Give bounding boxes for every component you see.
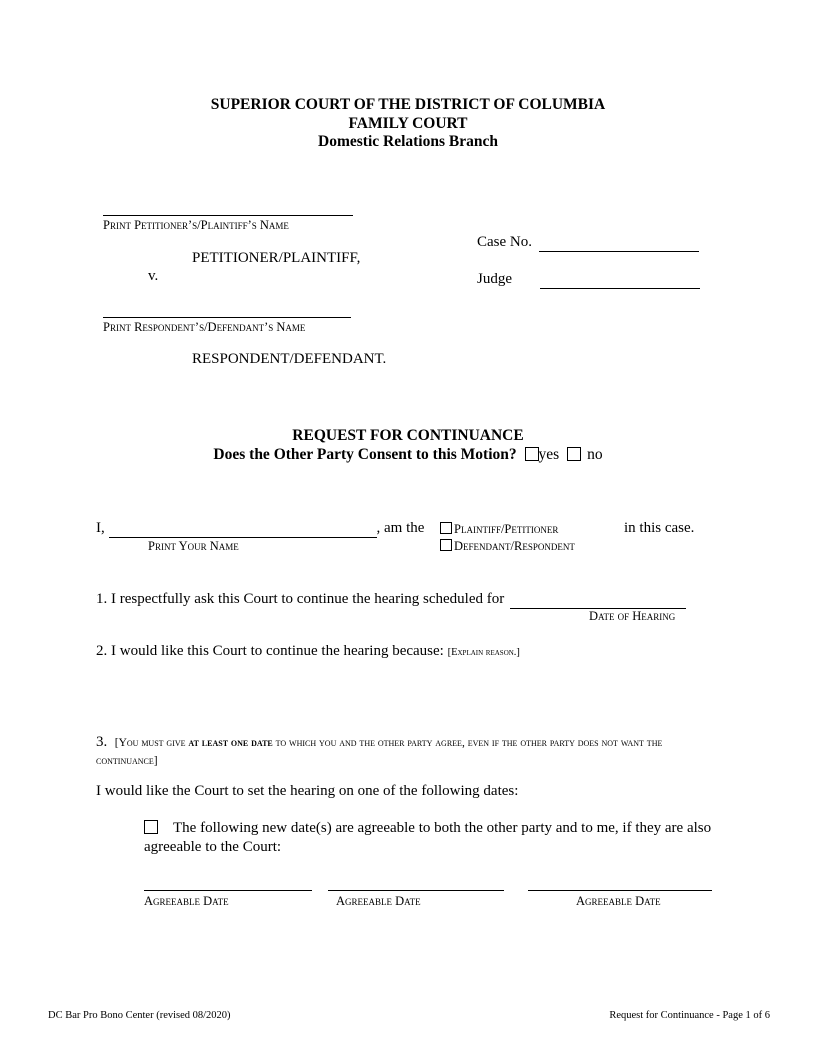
versus-label: v. — [148, 268, 159, 284]
item-2-note: [Explain reason.] — [447, 647, 520, 658]
respondent-name-label: Print Respondent’s/Defendant’s Name — [103, 320, 306, 334]
petitioner-role: PETITIONER/PLAINTIFF, — [192, 250, 361, 266]
item-3-number: 3. — [96, 734, 108, 750]
intro-am-the: , am the — [376, 520, 425, 536]
plaintiff-checkbox[interactable] — [440, 522, 452, 534]
consent-question-row — [0, 446, 816, 464]
hearing-date-field[interactable] — [510, 591, 686, 609]
defendant-checkbox[interactable] — [440, 539, 452, 551]
consent-yes-checkbox[interactable] — [525, 447, 539, 461]
your-name-label: Print Your Name — [148, 539, 239, 553]
judge-field[interactable] — [540, 271, 700, 289]
agreeable-date-label-1: Agreeable Date — [144, 894, 229, 908]
item-1-text: 1. I respectfully ask this Court to continue the hearing scheduled for — [96, 591, 505, 607]
item-3-statement: I would like the Court to set the hearing on one of the following dates: — [96, 783, 519, 799]
item-3-instruction-1: [You must give — [114, 737, 189, 749]
plaintiff-label: Plaintiff/Petitioner — [454, 522, 559, 536]
item-2-text: 2. I would like this Court to continue the hearing because: — [96, 643, 444, 659]
defendant-label: Defendant/Respondent — [454, 539, 575, 553]
respondent-role: RESPONDENT/DEFENDANT. — [192, 351, 387, 367]
intro-suffix: in this case. — [624, 520, 695, 536]
court-branch: Domestic Relations Branch — [318, 133, 498, 150]
respondent-name-field[interactable] — [103, 317, 351, 318]
item-3-instruction-bold: at least one date — [188, 737, 273, 749]
item-2-row — [96, 643, 520, 660]
reason-field[interactable] — [96, 666, 716, 726]
item-3-instruction-2: to which you and the other party agree, even if the other party does not want the continuance] — [96, 737, 663, 767]
agreeable-date-field-3[interactable] — [528, 890, 712, 891]
hearing-date-label: Date of Hearing — [589, 609, 676, 623]
judge-label: Judge — [477, 271, 512, 287]
court-name: SUPERIOR COURT OF THE DISTRICT OF COLUMBIA — [210, 96, 606, 113]
consent-question: Does the Other Party Consent to this Motion? — [213, 446, 517, 463]
item-3-instruction — [96, 734, 724, 770]
footer-left: DC Bar Pro Bono Center (revised 08/2020) — [48, 1010, 231, 1021]
petitioner-name-label: Print Petitioner’s/Plaintiff’s Name — [103, 218, 289, 232]
option-defendant-row — [440, 539, 575, 554]
consent-yes-label: yes — [538, 446, 560, 463]
item-1-row — [96, 591, 686, 609]
agreeable-date-label-2: Agreeable Date — [336, 894, 421, 908]
case-number-label: Case No. — [477, 234, 532, 250]
agreeable-dates-text: The following new date(s) are agreeable to both the other party and to me, if they are also agreeable to the Court: — [144, 820, 712, 855]
consent-no-checkbox[interactable] — [567, 447, 581, 461]
agreeable-date-label-3: Agreeable Date — [576, 894, 661, 908]
agreeable-date-field-1[interactable] — [144, 890, 312, 891]
agreeable-date-field-2[interactable] — [328, 890, 504, 891]
case-number-row — [477, 234, 699, 252]
option-plaintiff-row — [440, 522, 558, 537]
document-title: REQUEST FOR CONTINUANCE — [292, 427, 524, 444]
intro-prefix: I, — [96, 520, 105, 536]
consent-no-label: no — [587, 446, 603, 463]
petitioner-name-field[interactable] — [103, 215, 353, 216]
your-name-field[interactable] — [109, 520, 377, 538]
judge-row — [477, 271, 700, 289]
case-number-field[interactable] — [539, 234, 699, 252]
footer-right: Request for Continuance - Page 1 of 6 — [609, 1010, 770, 1021]
intro-row — [96, 520, 424, 538]
court-division: FAMILY COURT — [348, 115, 468, 132]
